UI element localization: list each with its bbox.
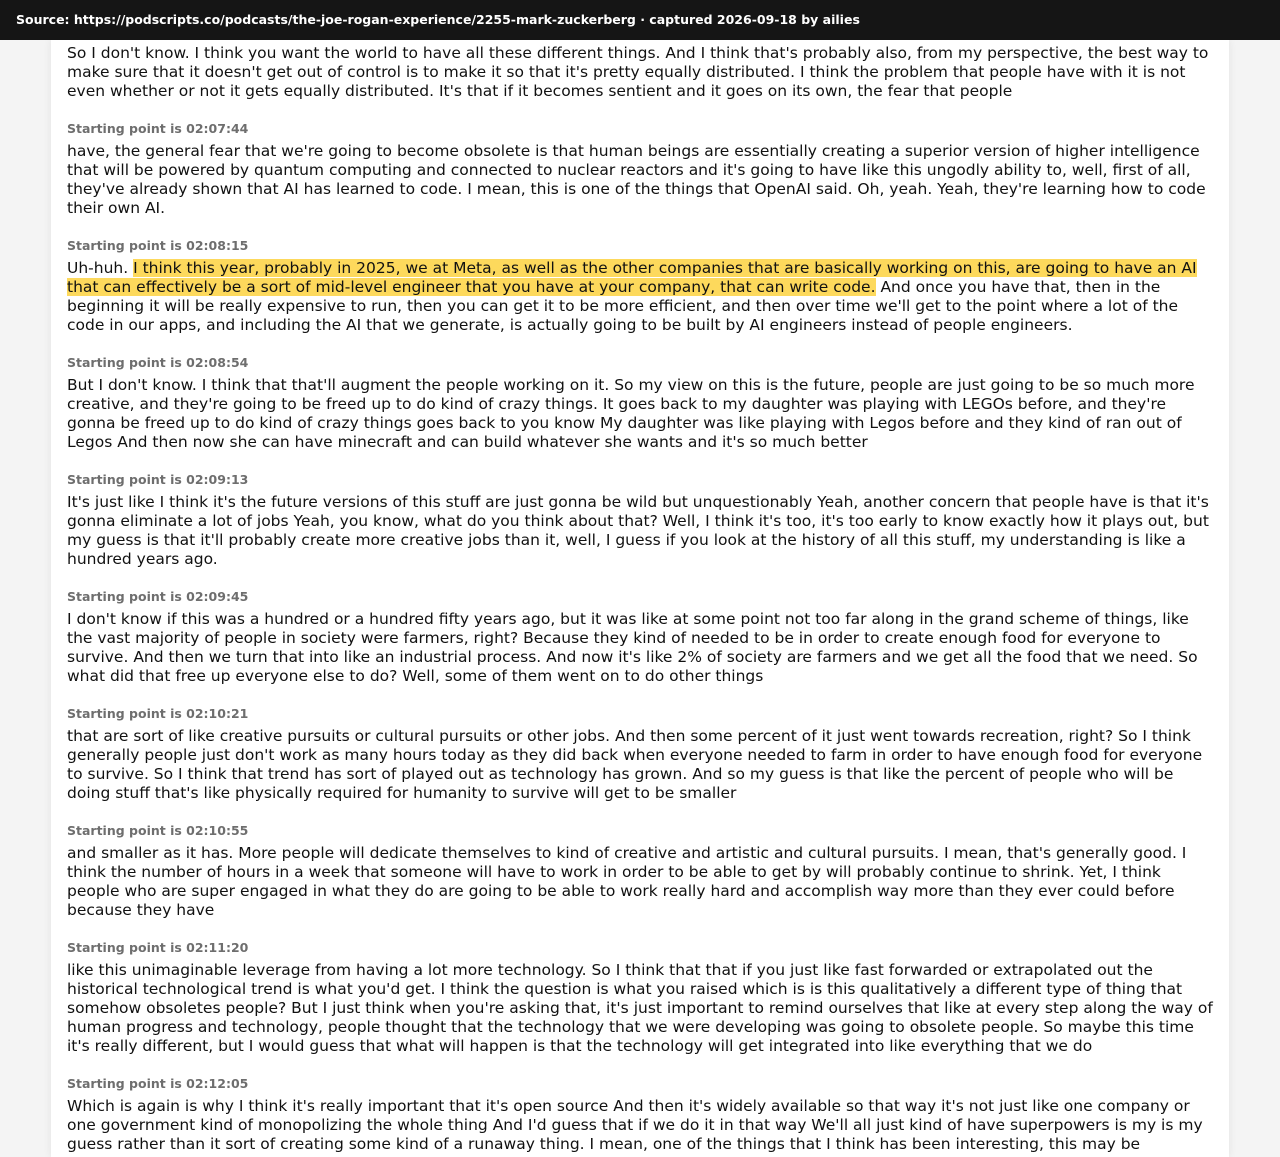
segment-text-before: So I don't know. I think you want the world to have all these different things. And I think that's probably also, from my perspective, the best way to make sure that it doesn't get out of control is to make it so that it's pretty equally distributed. I think the problem that people have with it is not even whether or not it gets equally distributed. It's that if it becomes sentient and it goes on its own, the fear that people bbox=[67, 44, 1209, 100]
transcript-segment bbox=[67, 472, 1213, 569]
segment-text-before: that are sort of like creative pursuits or cultural pursuits or other jobs. And then some percent of it just went towards recreation, right? So I think generally people just don't work as many hours today as they did back when everyone needed to farm in order to have enough food for everyone to survive. So I think that trend has sort of played out as technology has grown. And so my guess is that like the percent of people who will be doing stuff that's like physically required for humanity to survive will get to be smaller bbox=[67, 727, 1203, 802]
segment-text bbox=[67, 259, 1213, 335]
transcript-segment bbox=[67, 238, 1213, 335]
segment-text bbox=[67, 961, 1213, 1056]
segment-text-before: I don't know if this was a hundred or a hundred fifty years ago, but it was like at some point not too far along in the grand scheme of things, like the vast majority of people in society were farmers, right? Because they kind of needed to be in order to create enough food for everyone to survive. And then we turn that into like an industrial process. And now it's like 2% of society are farmers and we get all the food that we need. So what did that free up everyone else to do? Well, some of them went on to do other things bbox=[67, 610, 1198, 685]
segment-text bbox=[67, 44, 1213, 101]
transcript-segment bbox=[67, 589, 1213, 686]
transcript-segment bbox=[67, 355, 1213, 452]
segment-timestamp: Starting point is 02:10:55 bbox=[67, 823, 249, 838]
segment-timestamp: Starting point is 02:07:44 bbox=[67, 121, 249, 136]
segment-timestamp: Starting point is 02:12:05 bbox=[67, 1076, 249, 1091]
segment-text bbox=[67, 727, 1213, 803]
transcript-segment bbox=[67, 121, 1213, 218]
transcript-segment bbox=[67, 44, 1213, 101]
segment-text bbox=[67, 1097, 1213, 1154]
segment-timestamp: Starting point is 02:11:20 bbox=[67, 940, 249, 955]
segment-text-before: and smaller as it has. More people will dedicate themselves to kind of creative and artistic and cultural pursuits. I mean, that's generally good. I think the number of hours in a week that someone will have to work in order to be able to get by will probably continue to shrink. Yet, I think people who are super engaged in what they do are going to be able to work really hard and accomplish way more than they ever could before because they have bbox=[67, 844, 1187, 919]
segment-timestamp: Starting point is 02:09:13 bbox=[67, 472, 249, 487]
segment-timestamp: Starting point is 02:08:15 bbox=[67, 238, 249, 253]
segment-text bbox=[67, 142, 1213, 218]
segment-text-after: And once you have that, then in the beginning it will be really expensive to run, then you can get it to be more efficient, and then over time we'll get to the point where a lot of the code in our apps, and including the AI that we generate, is actually going to be built by AI engineers instead of people engineers. bbox=[67, 278, 1179, 334]
source-bar bbox=[0, 0, 1280, 40]
transcript-segment bbox=[67, 706, 1213, 803]
transcript-segment bbox=[67, 940, 1213, 1056]
segment-text-before: Which is again is why I think it's really important that it's open source And then it's widely available so that way it's not just like one company or one government kind of monopolizing the whole thing And I'd guess that if we do it in that way We'll all just kind of have superpowers is my is my guess rather than it sort of creating some kind of a runaway thing. I mean, one of the things that I think has been interesting, this may be bbox=[67, 1097, 1203, 1153]
segment-text bbox=[67, 376, 1213, 452]
segment-text-before: Uh-huh. bbox=[67, 259, 134, 277]
segment-timestamp: Starting point is 02:08:54 bbox=[67, 355, 249, 370]
transcript-segment bbox=[67, 823, 1213, 920]
segment-text-before: like this unimaginable leverage from having a lot more technology. So I think that that if you just like fast forwarded or extrapolated out the historical technological trend is what you'd get. I think the question is what you raised which is is this qualitatively a different type of thing that somehow obsoletes people? But I just think when you're asking that, it's just important to remind ourselves that like at every step along the way of human progress and technology, people thought that the technology that we were developing was going to obsolete people. So maybe this time it's really different, but I would guess that what will happen is that the technology will get integrated into like everything that we do bbox=[67, 961, 1213, 1055]
source-bar-text: Source: https://podscripts.co/podcasts/the-joe-rogan-experience/2255-mark-zuckerberg · captured 2026-09-18 by ailies bbox=[16, 12, 860, 27]
highlighted-quote: I think this year, probably in 2025, we at Meta, as well as the other companies that are basically working on this, are going to have an AI that can effectively be a sort of mid-level engineer that you have at your company, that can write code. bbox=[67, 259, 1197, 296]
segment-text-before: But I don't know. I think that that'll augment the people working on it. So my view on this is the future, people are just going to be so much more creative, and they're going to be freed up to do kind of crazy things. It goes back to my daughter was playing with LEGOs before, and they're gonna be freed up to do kind of crazy things goes back to you know My daughter was like playing with Legos before and they kind of ran out of Legos And then now she can have minecraft and can build whatever she wants and it's so much better bbox=[67, 376, 1195, 451]
segment-text bbox=[67, 610, 1213, 686]
segment-text bbox=[67, 844, 1213, 920]
transcript-segment bbox=[67, 1076, 1213, 1154]
segment-timestamp: Starting point is 02:09:45 bbox=[67, 589, 249, 604]
segment-timestamp: Starting point is 02:10:21 bbox=[67, 706, 249, 721]
segment-text bbox=[67, 493, 1213, 569]
segment-text-before: have, the general fear that we're going to become obsolete is that human beings are essentially creating a superior version of higher intelligence that will be powered by quantum computing and connected to nuclear reactors and it's going to have like this ungodly ability to, well, first of all, they've already shown that AI has learned to code. I mean, this is one of the things that OpenAI said. Oh, yeah. Yeah, they're learning how to code their own AI. bbox=[67, 142, 1206, 217]
transcript-list bbox=[51, 40, 1229, 1154]
transcript-page bbox=[51, 40, 1229, 1157]
segment-text-before: It's just like I think it's the future versions of this stuff are just gonna be wild but unquestionably Yeah, another concern that people have is that it's gonna eliminate a lot of jobs Yeah, you know, what do you think about that? Well, I think it's too, it's too early to know exactly how it plays out, but my guess is that it'll probably create more creative jobs than it, well, I guess if you look at the history of all this stuff, my understanding is like a hundred years ago. bbox=[67, 493, 1209, 568]
